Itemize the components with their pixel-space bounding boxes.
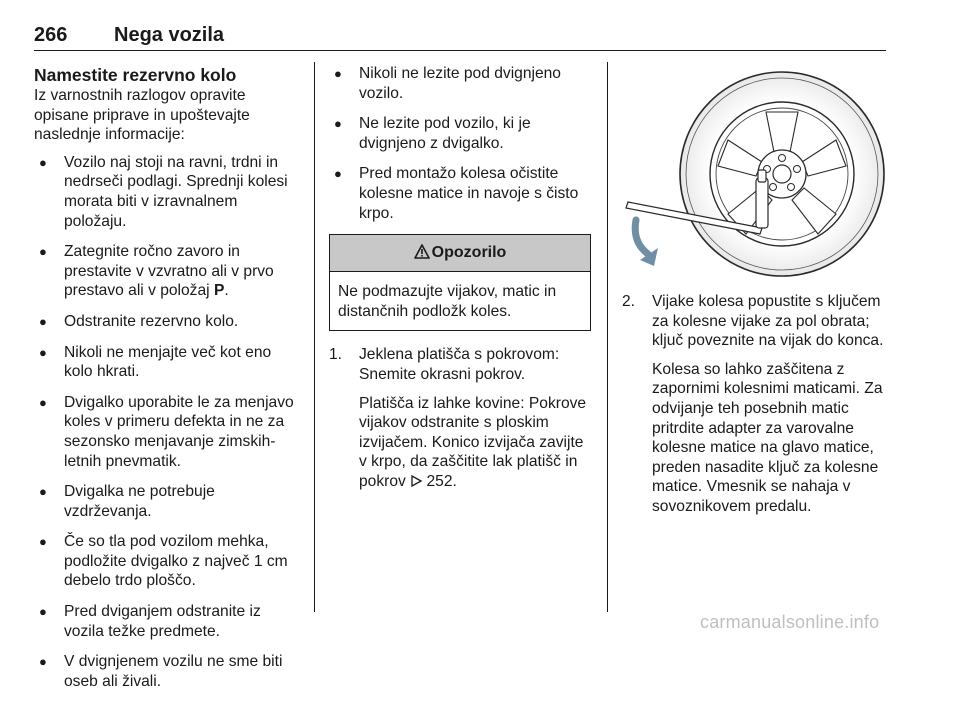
list-item: ● Pred dviganjem odstranite iz vozila težke predmete. [34, 602, 304, 641]
list-item: ● Nikoli ne lezite pod dvignjeno vozilo. [329, 64, 591, 103]
list-item: ● Odstranite rezervno kolo. [34, 312, 304, 332]
list-item: ● V dvignjenem vozilu ne sme biti oseb ali živali. [34, 652, 304, 691]
step-number: 2. [622, 293, 636, 310]
column-1 [34, 64, 304, 702]
column-divider-1 [314, 62, 315, 612]
step-text: Jeklena platišča s pokrovom: Snemite okrasni pokrov. [359, 346, 560, 383]
section-title: Namestite rezervno kolo [34, 65, 237, 85]
precaution-list [34, 153, 304, 692]
watermark: carmanualsonline.info [700, 612, 880, 632]
chapter-title: Nega vozila [114, 24, 225, 46]
safety-list [329, 64, 591, 223]
page-number: 266 [34, 24, 68, 46]
arrow-reference-icon [410, 475, 422, 487]
steps-list-continued [622, 292, 888, 517]
list-item: ● Dvigalko uporabite le za menjavo koles v primeru defekta in ne za sezonsko menjavanje zimskih-letnih pnevmatik. [34, 393, 304, 471]
warning-box [329, 234, 591, 331]
wheel-wrench-illustration [622, 70, 886, 278]
intro-paragraph: Iz varnostnih razlogov opravite opisane priprave in upoštevajte naslednje informacije: [34, 87, 250, 144]
list-item: ● Vozilo naj stoji na ravni, trdni in nedrseči podlagi. Sprednji kolesi morata biti v izravnalnem položaju. [34, 153, 304, 231]
page-header [34, 24, 886, 51]
step-text: Vijake kolesa popustite s ključem za kolesne vijake za pol obrata; ključ poveznite na vijak do konca. [652, 293, 884, 350]
step-item [329, 345, 591, 491]
list-item: ● Ne lezite pod vozilo, ki je dvignjeno z dvigalko. [329, 114, 591, 153]
page-reference[interactable]: 252. [426, 472, 457, 490]
step-item [622, 292, 888, 517]
warning-triangle-icon [414, 244, 430, 259]
list-item: ● Zategnite ročno zavoro in prestavite v vzvratno ali v prvo prestavo ali v položaj P. [34, 242, 304, 301]
column-2 [329, 64, 591, 502]
list-item: ● Dvigalka ne potrebuje vzdrževanja. [34, 482, 304, 521]
list-item: ● Nikoli ne menjajte več kot eno kolo hkrati. [34, 343, 304, 382]
list-item: ● Pred montažo kolesa očistite kolesne matice in navoje s čisto krpo. [329, 164, 591, 223]
column-3 [622, 292, 888, 527]
wheel-illustration-svg [622, 70, 886, 278]
warning-header [330, 235, 590, 272]
step-number: 1. [329, 346, 343, 364]
column-divider-2 [607, 62, 608, 612]
list-item: ● Če so tla pod vozilom mehka, podložite dvigalko z največ 1 cm debelo trdo ploščo. [34, 532, 304, 591]
steps-list [329, 345, 591, 491]
step-text-detail: Platišča iz lahke kovine: Pokrove vijakov odstranite s ploskim izvijačem. Konico izvijača zavijte v krpo, da zaščitite lak platišč in pokrov 252. [359, 394, 587, 490]
step-text-detail: Kolesa so lahko zaščitena z zapornimi kolesnimi maticami. Za odvijanje teh posebnih matic pritrdite adapter za varovalne kolesne matice na glavo matice, preden nasadite ključ za kolesne matice. Vmesnik se nahaja v sovoznikovem predalu. [652, 360, 883, 515]
warning-text: Ne podmazujte vijakov, matic in distančnih podložk koles. [338, 283, 557, 320]
warning-title: Opozorilo [431, 244, 507, 262]
gear-position-label: P [213, 282, 225, 300]
